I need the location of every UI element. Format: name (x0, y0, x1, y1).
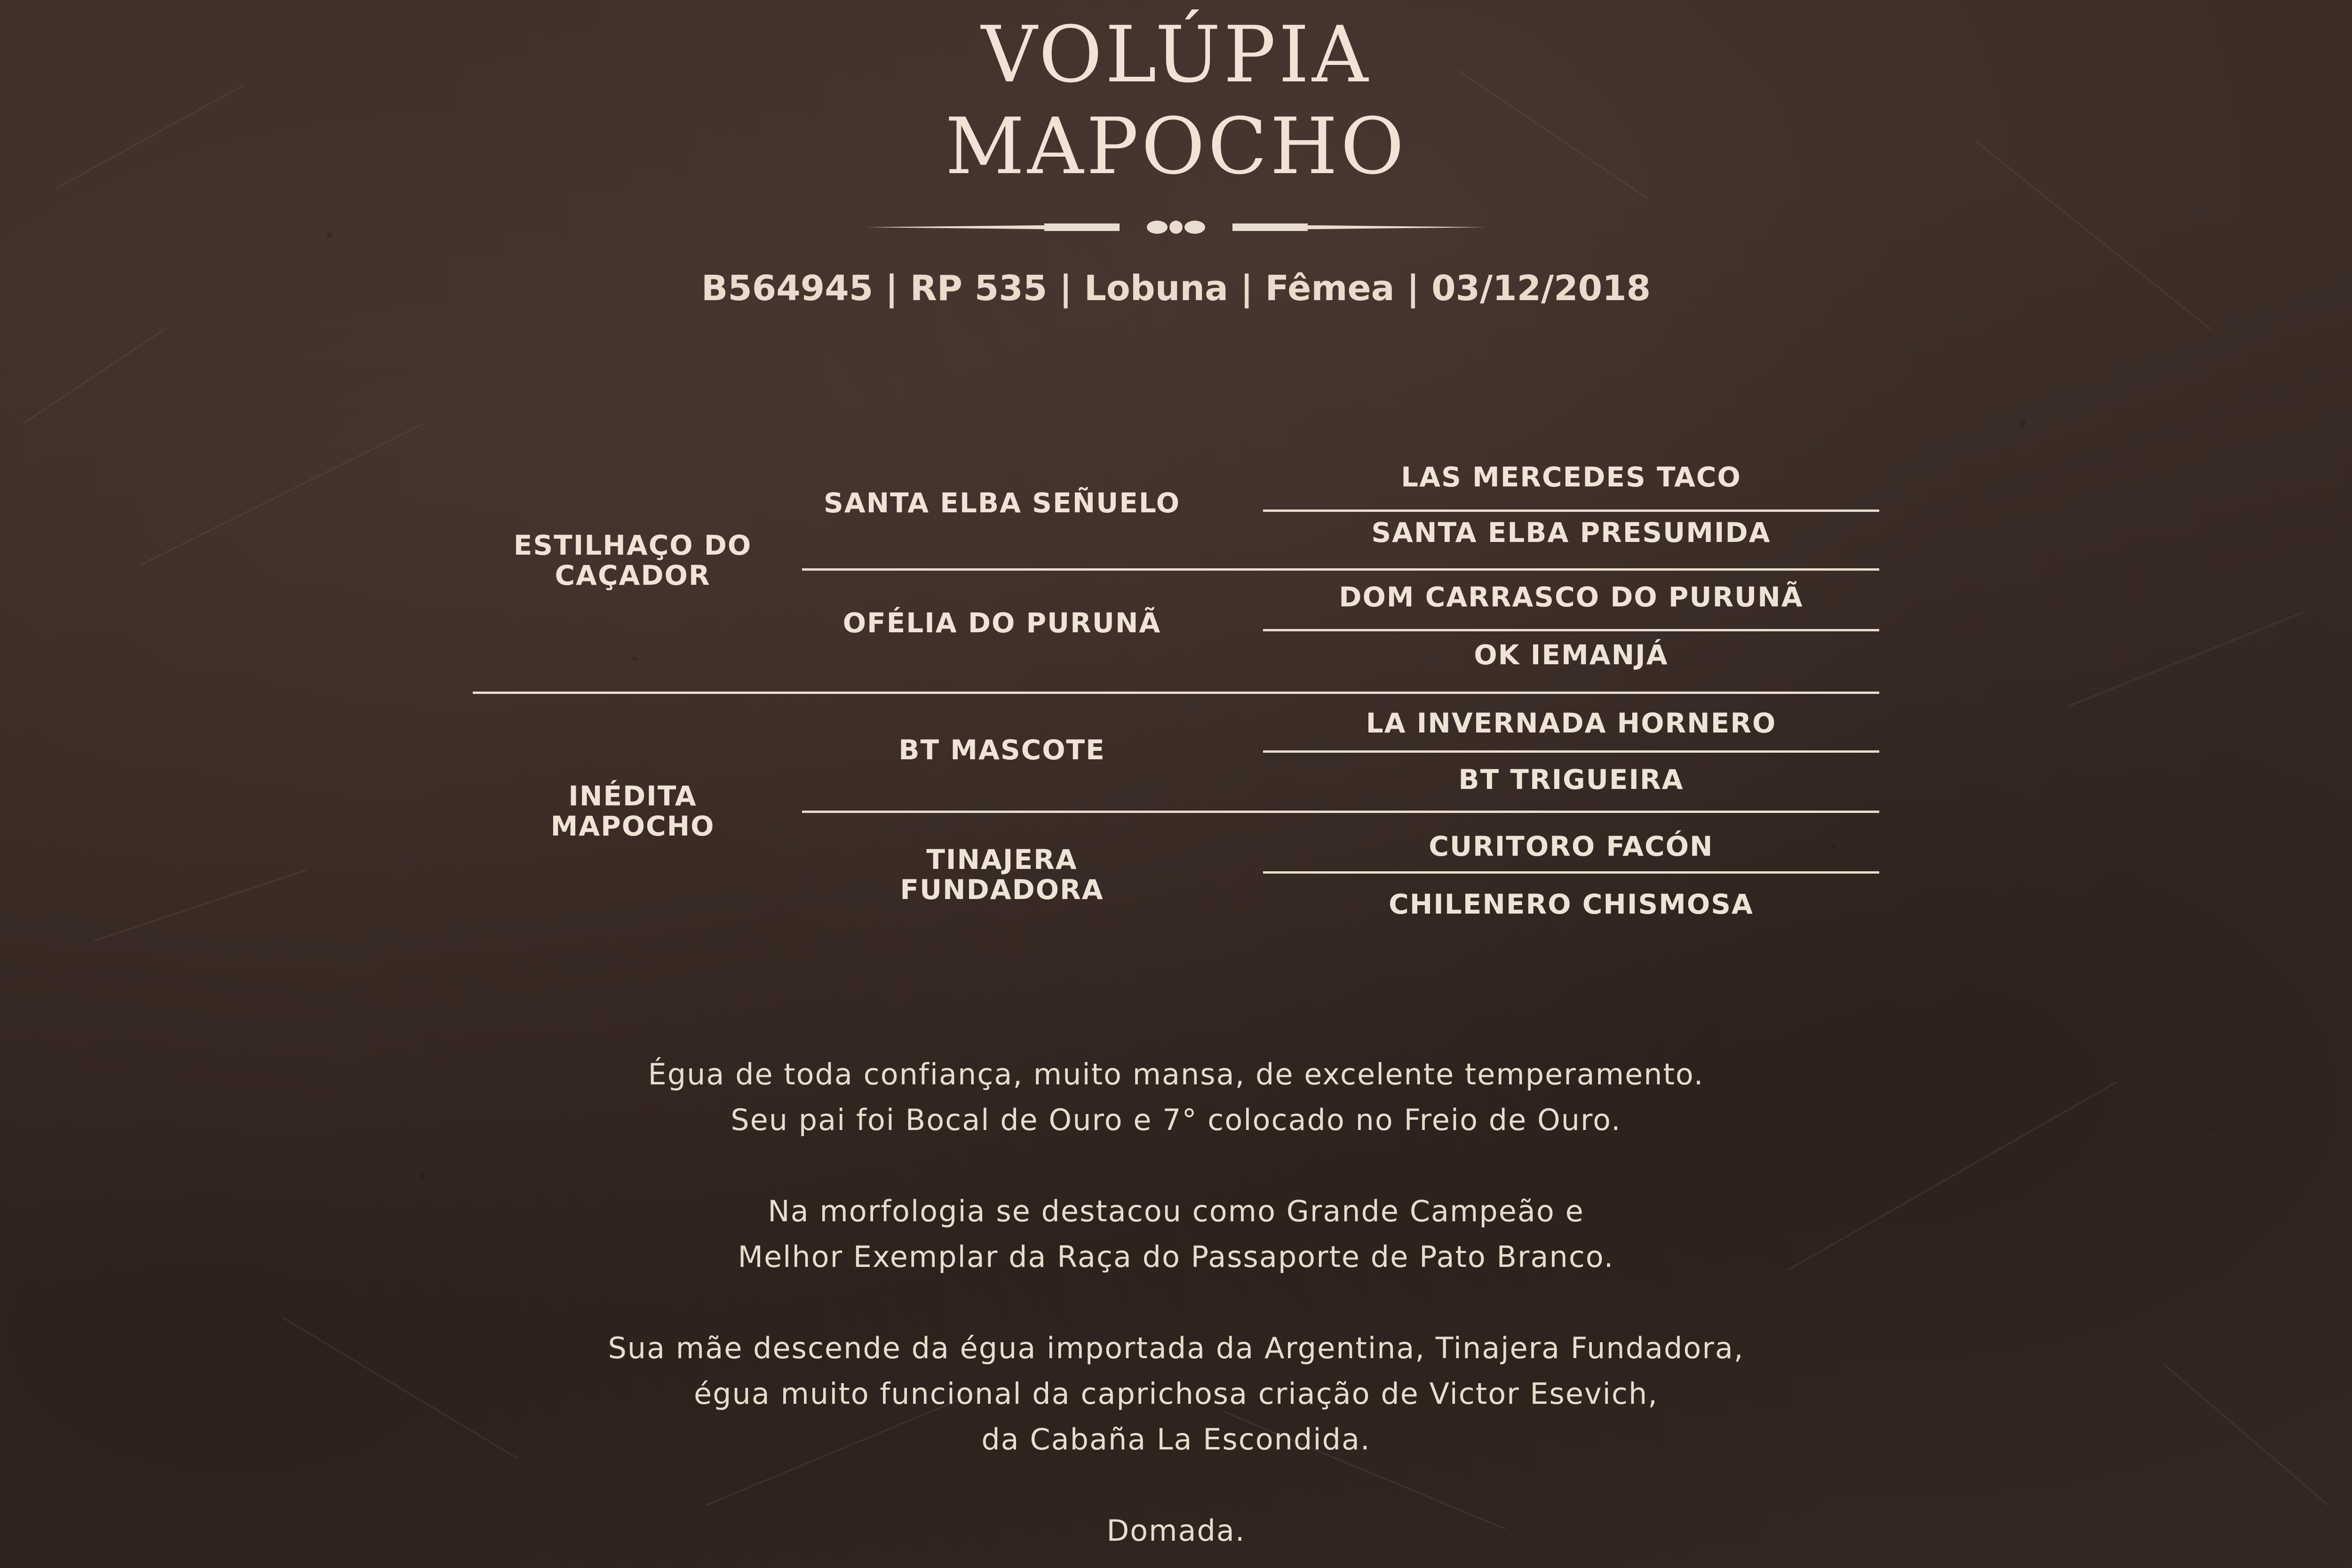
description (0, 1051, 2352, 1553)
description-gap (0, 1143, 2352, 1188)
great-grandparent-8: CHILENERO CHISMOSA (1389, 888, 1754, 920)
ornament-divider (866, 214, 1486, 242)
pedigree-line (1263, 509, 1879, 512)
horse-name-title: VOLÚPIA (981, 9, 1371, 100)
pedigree-line (1263, 629, 1879, 631)
description-line: Sua mãe descende da égua importada da Argentina, Tinajera Fundadora, (608, 1331, 1744, 1365)
pedigree-line (802, 568, 1879, 571)
registration-info: B564945 | RP 535 | Lobuna | Fêmea | 03/12/2018 (701, 268, 1651, 309)
great-grandparent-6: BT TRIGUEIRA (1458, 764, 1684, 796)
pedigree-line (802, 811, 1879, 813)
description-gap (0, 1280, 2352, 1325)
great-grandparent-3: DOM CARRASCO DO PURUNÃ (1339, 581, 1804, 613)
description-line: Seu pai foi Bocal de Ouro e 7° colocado no Freio de Ouro. (731, 1103, 1621, 1137)
sire-name (473, 530, 793, 590)
farm-name-title: MAPOCHO (945, 101, 1407, 191)
paternal-granddam: OFÉLIA DO PURUNÃ (842, 607, 1161, 639)
description-line: Égua de toda confiança, muito mansa, de excelente temperamento. (648, 1057, 1704, 1091)
description-line: da Cabaña La Escondida. (981, 1422, 1371, 1457)
sire-label: ESTILHAÇO DO CAÇADOR (513, 529, 752, 591)
maternal-granddam-label: TINAJERA FUNDADORA (900, 844, 1104, 906)
description-gap (0, 1462, 2352, 1508)
great-grandparent-2: SANTA ELBA PRESUMIDA (1371, 517, 1771, 549)
maternal-granddam (802, 844, 1202, 905)
description-line: égua muito funcional da caprichosa criação de Victor Esevich, (694, 1377, 1658, 1411)
description-line: Domada. (1106, 1513, 1246, 1548)
pedigree-line (1263, 871, 1879, 874)
maternal-grandsire: BT MASCOTE (898, 734, 1105, 766)
dam-label: INÉDITA MAPOCHO (550, 780, 715, 842)
description-line: Melhor Exemplar da Raça do Passaporte de Pato Branco. (738, 1240, 1614, 1274)
pedigree-line (473, 692, 1879, 694)
description-line: Na morfologia se destacou como Grande Campeão e (768, 1194, 1584, 1228)
great-grandparent-5: LA INVERNADA HORNERO (1366, 707, 1777, 739)
paternal-grandsire: SANTA ELBA SEÑUELO (823, 487, 1181, 519)
great-grandparent-7: CURITORO FACÓN (1429, 830, 1714, 862)
great-grandparent-1: LAS MERCEDES TACO (1401, 461, 1741, 493)
pedigree-line (1263, 750, 1879, 753)
dam-name (473, 781, 793, 841)
great-grandparent-4: OK IEMANJÁ (1474, 639, 1669, 671)
